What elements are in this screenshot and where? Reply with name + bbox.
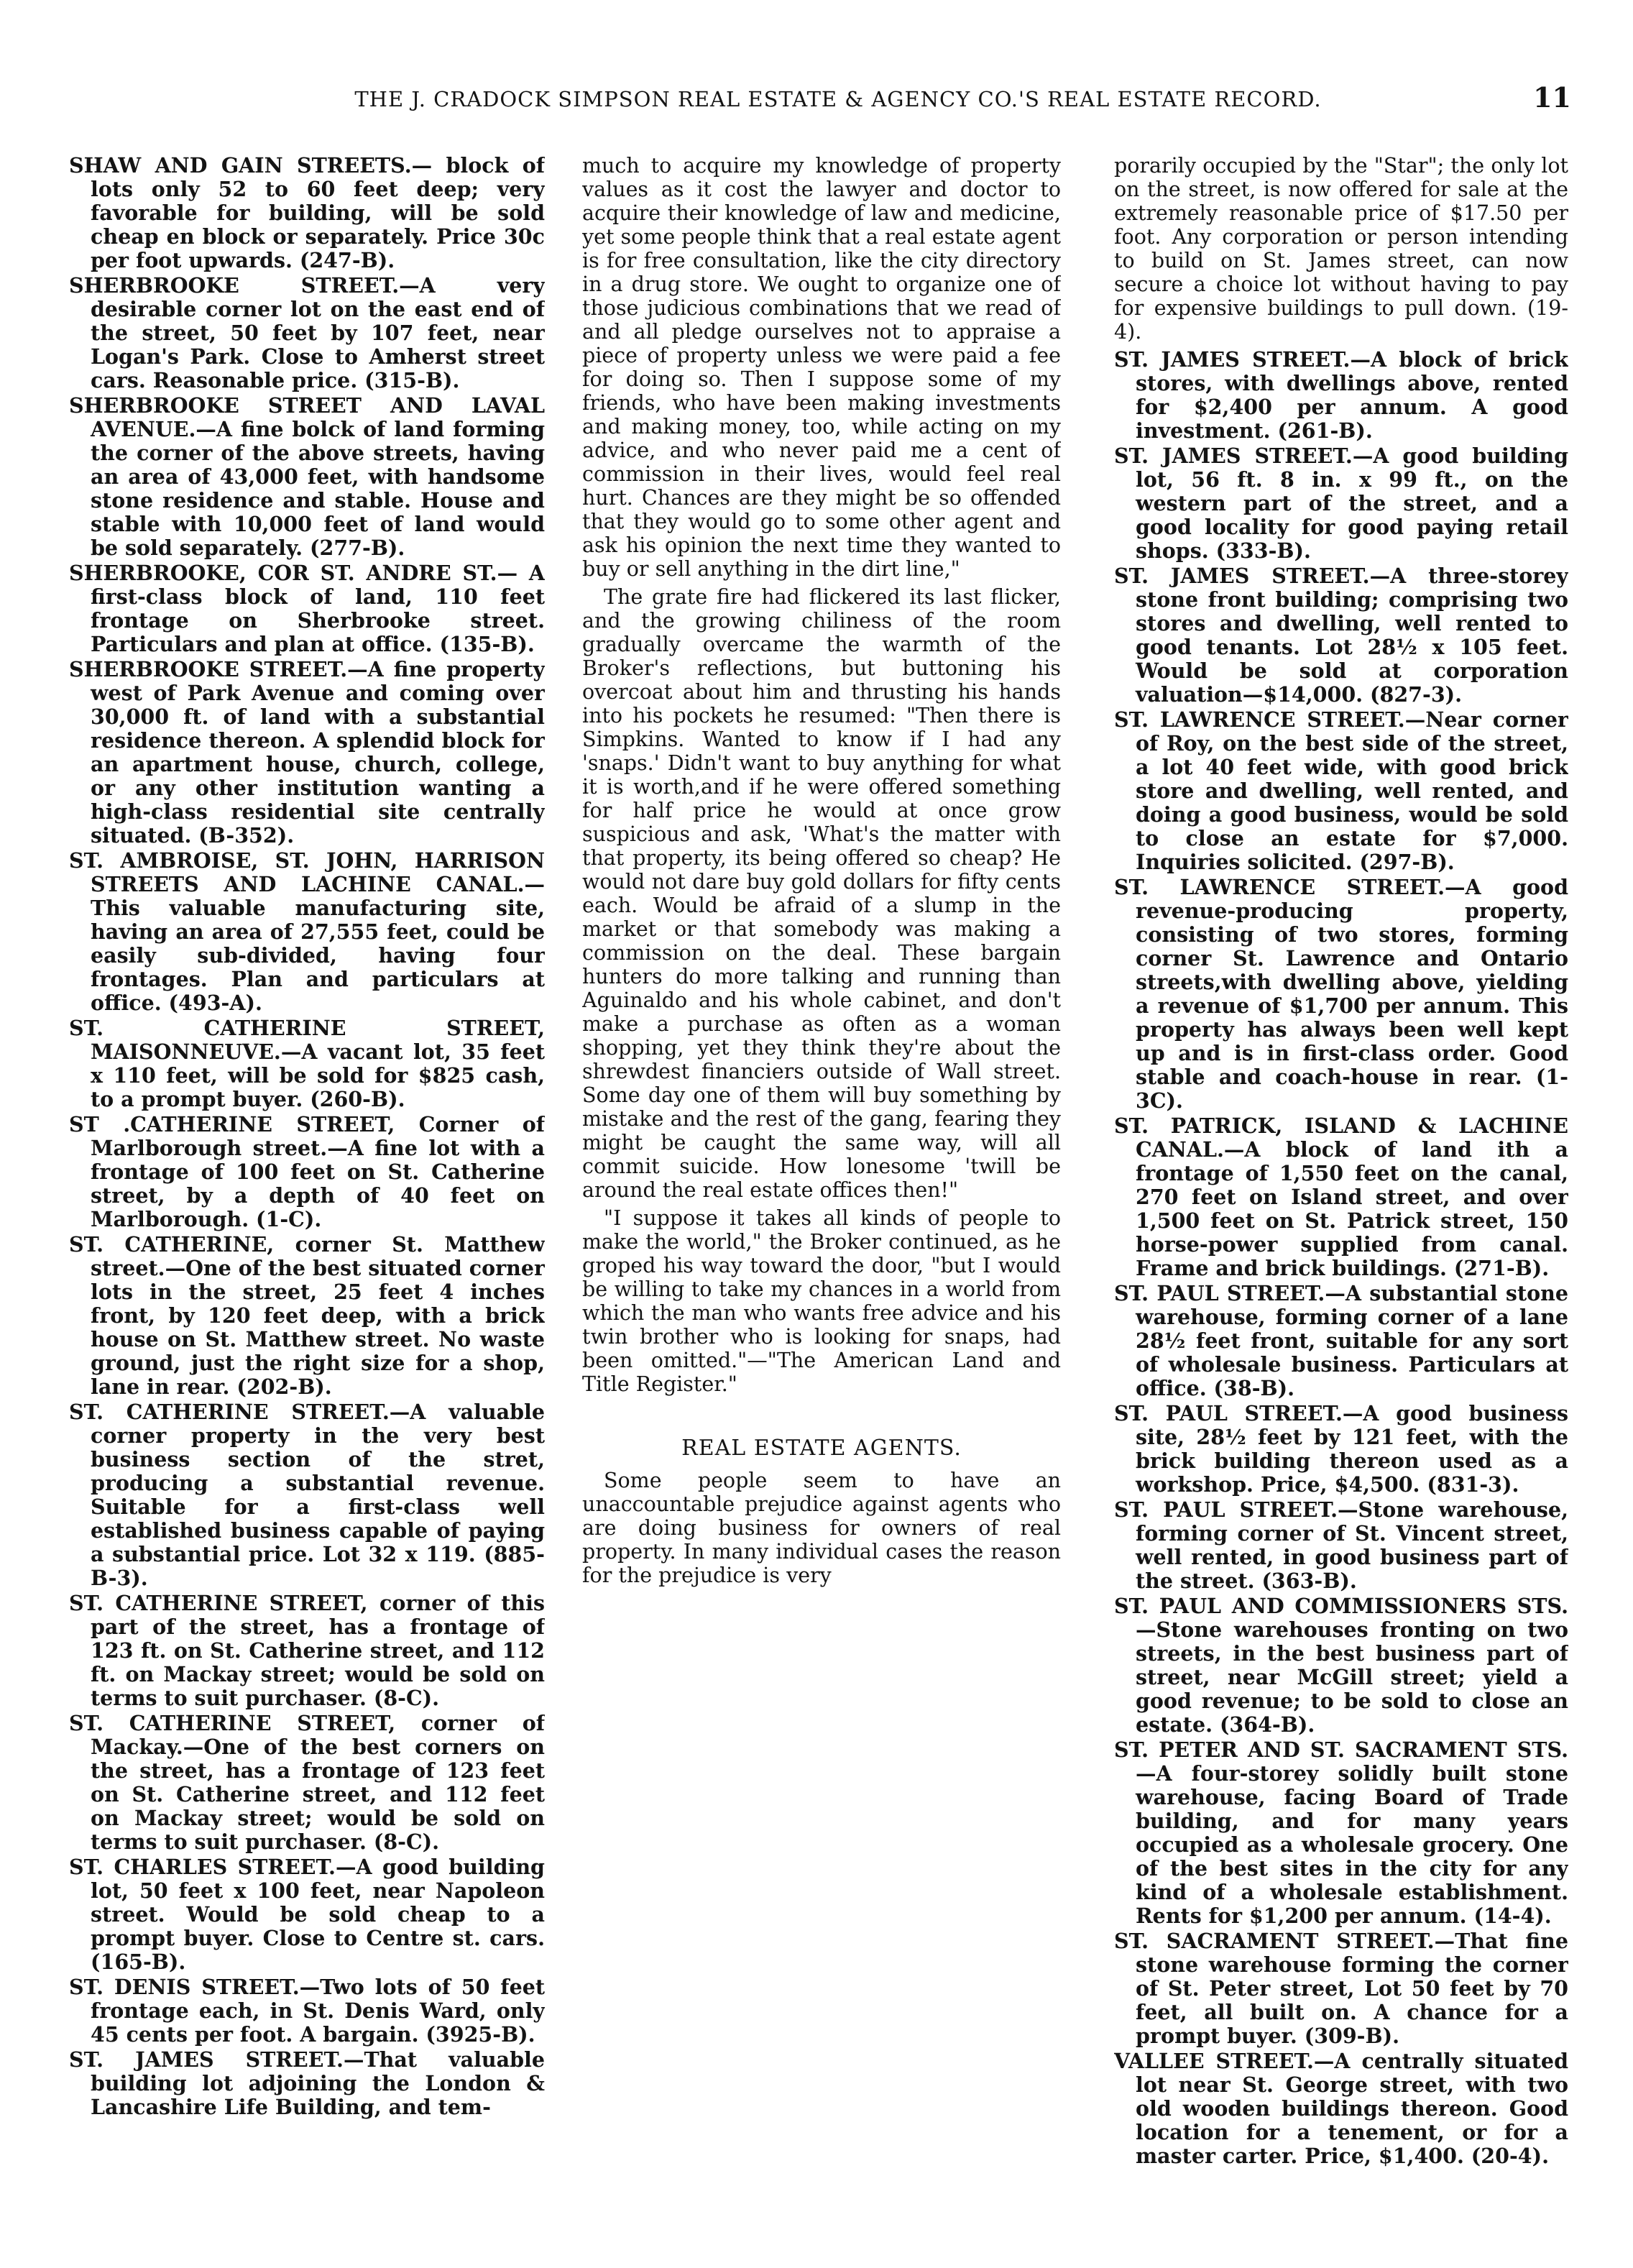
listing-entry: ST. LAWRENCE STREET.—A good revenue-producing property, consisting of two stores, forming corner St. Lawrence and Ontario streets,with dwelling above, yielding a revenue of $1,700 per annum. This property has always been well kept up and is in first-class order. Good stable and coach-house in rear. (1-3C). [1114,875,1568,1113]
listing-entry: ST. PAUL STREET.—A substantial stone warehouse, forming corner of a lane 28½ feet front, suitable for any sort of wholesale business. Particulars at office. (38-B). [1114,1281,1568,1400]
listing-entry: ST. JAMES STREET.—A three-storey stone front building; comprising two stores and dwelling, well rented to good tenants. Lot 28½ x 105 feet. Would be sold at corporation valuation—$14,000. (827-3). [1114,564,1568,707]
listing-entry: ST. JAMES STREET.—That valuable building lot adjoining the London & Lancashire Life Building, and tem- [69,2047,545,2119]
article-paragraph: Some people seem to have an unaccountable prejudice against agents who are doing business for owners of real property. In many individual cases the reason for the prejudice is very [582,1469,1061,1587]
listing-entry: ST. CHARLES STREET.—A good building lot, 50 feet x 100 feet, near Napoleon street. Would be sold cheap to a prompt buyer. Close to Centre st. cars. (165-B). [69,1855,545,1974]
listing-entry: ST. SACRAMENT STREET.—That fine stone warehouse forming the corner of St. Peter street, Lot 50 feet by 70 feet, all built on. A chance for a prompt buyer. (309-B). [1114,1929,1568,2048]
page-header [69,81,1571,128]
listing-entry: ST. PETER AND ST. SACRAMENT STS.—A four-storey solidly built stone warehouse, facing Board of Trade building, and for many years occupied as a wholesale grocery. One of the best sites in the city for any kind of a wholesale establishment. Rents for $1,200 per annum. (14-4). [1114,1737,1568,1928]
listing-entry: ST. LAWRENCE STREET.—Near corner of Roy, on the best side of the street, a lot 40 feet wide, with good brick store and dwelling, well rented, and doing a good business, would be sold to close an estate for $7,000. Inquiries solicited. (297-B). [1114,707,1568,874]
listing-entry: ST. PAUL STREET.—A good business site, 28½ feet by 121 feet, with the brick building thereon used as a workshop. Price, $4,500. (831-3). [1114,1401,1568,1497]
listing-entry: ST. CATHERINE, corner St. Matthew street.—One of the best situated corner lots in the street, 25 feet 4 inches front, by 120 feet deep, with a brick house on St. Matthew street. No waste ground, just the right size for a shop, lane in rear. (202-B). [69,1232,545,1399]
listing-entry: SHERBROOKE STREET.—A fine property west of Park Avenue and coming over 30,000 ft. of land with a substantial residence thereon. A splendid block for an apartment house, church, college, or any other institution wanting a high-class residential site centrally situated. (B-352). [69,657,545,848]
section-heading: REAL ESTATE AGENTS. [681,1436,962,1461]
listing-entry: ST .CATHERINE STREET, Corner of Marlborough street.—A fine lot with a frontage of 100 feet on St. Catherine street, by a depth of 40 feet on Marlborough. (1-C). [69,1112,545,1231]
listing-entry: ST. CATHERINE STREET.—A valuable corner property in the very best business section of the stret, producing a substantial revenue. Suitable for a first-class well established business capable of paying a substantial price. Lot 32 x 119. (885-B-3). [69,1400,545,1590]
listing-entry: ST. AMBROISE, ST. JOHN, HARRISON STREETS AND LACHINE CANAL.— This valuable manufacturing site, having an area of 27,555 feet, could be easily sub-divided, having four frontages. Plan and particulars at office. (493-A). [69,848,545,1015]
article-paragraph: The grate fire had flickered its last flicker, and the growing chiliness of the room gradually overcame the warmth of the Broker's reflections, but buttoning his overcoat about him and thrusting his hands into his pockets he resumed: "Then there is Simpkins. Wanted to know if I had any 'snaps.' Didn't want to buy anything for what it is worth,and if he were offered something for half price he would at once grow suspicious and ask, 'What's the matter with that property, its being offered so cheap? He would not dare buy gold dollars for fifty cents each. Would be afraid of a slump in the market or that somebody was making a commission on the deal. These bargain hunters do more talking and running than Aguinaldo and his whole cabinet, and don't make a purchase as often as a woman shopping, yet they think they're about the shrewdest financiers outside of Wall street. Some day one of them will buy something by mistake and the rest of the gang, fearing they might be caught the same way, will all commit suicide. How lonesome 'twill be around the real estate offices then!" [582,585,1061,1202]
listing-entry: SHERBROOKE STREET AND LAVAL AVENUE.—A fine bolck of land forming the corner of the above streets, having an area of 43,000 feet, with handsome stone residence and stable. House and stable with 10,000 feet of land would be sold separately. (277-B). [69,393,545,560]
listing-entry: ST. PATRICK, ISLAND & LACHINE CANAL.—A block of land ith a frontage of 1,550 feet on the canal, 270 feet on Island street, and over 1,500 feet on St. Patrick street, 150 horse-power supplied from canal. Frame and brick buildings. (271-B). [1114,1114,1568,1280]
article-paragraph: "I suppose it takes all kinds of people to make the world," the Broker continued, as he groped his way toward the door, "but I would be willing to take my chances in a world from which the man who wants free advice and his twin brother who is looking for snaps, had been omitted."—"The American Land and Title Register." [582,1206,1061,1396]
article-paragraph: much to acquire my knowledge of property values as it cost the lawyer and doctor to acquire their knowledge of law and medicine, yet some people think that a real estate agent is for free consultation, like the city directory in a drug store. We ought to organize one of those judicious combinations that we read of and all pledge ourselves not to appraise a piece of property unless we were paid a fee for doing so. Then I suppose some of my friends, who have been making investments and making money, too, while acting on my advice, and who never paid me a cent of commission in their lives, would feel real hurt. Chances are they might be so offended that they would go to some other agent and ask his opinion the next time they wanted to buy or sell anything in the dirt line," [582,154,1061,581]
listing-entry: ST. JAMES STREET.—A block of brick stores, with dwellings above, rented for $2,400 per annum. A good investment. (261-B). [1114,347,1568,443]
column-middle [582,154,1061,2239]
column-left [69,154,545,2239]
listing-entry: ST. DENIS STREET.—Two lots of 50 feet frontage each, in St. Denis Ward, only 45 cents per foot. A bargain. (3925-B). [69,1975,545,2047]
listing-entry: VALLEE STREET.—A centrally situated lot near St. George street, with two old wooden buildings thereon. Good location for a tenement, or for a master carter. Price, $1,400. (20-4). [1114,2049,1568,2168]
listing-entry: ST. CATHERINE STREET, MAISONNEUVE.—A vacant lot, 35 feet x 110 feet, will be sold for $825 cash, to a prompt buyer. (260-B). [69,1016,545,1111]
column-right [1114,154,1568,2239]
listing-entry: ST. CATHERINE STREET, corner of Mackay.—One of the best corners on the street, has a frontage of 123 feet on St. Catherine street, and 112 feet on Mackay street; would be sold on terms to suit purchaser. (8-C). [69,1711,545,1854]
listing-entry: ST. PAUL AND COMMISSIONERS STS. —Stone warehouses fronting on two streets, in the best business part of street, near McGill street; yield a good revenue; to be sold to close an estate. (364-B). [1114,1594,1568,1737]
continued-listing: porarily occupied by the "Star"; the only lot on the street, is now offered for sale at the extremely reasonable price of $17.50 per foot. Any corporation or person intending to build on St. James street, can now secure a choice lot without having to pay for expensive buildings to pull down. (19-4). [1114,154,1568,344]
listing-entry: ST. PAUL STREET.—Stone warehouse, forming corner of St. Vincent street, well rented, in good business part of the street. (363-B). [1114,1497,1568,1593]
listing-entry: SHERBROOKE, COR ST. ANDRE ST.— A first-class block of land, 110 feet frontage on Sherbrooke street. Particulars and plan at office. (135-B). [69,561,545,656]
running-title: THE J. CRADOCK SIMPSON REAL ESTATE & AGENCY CO.'S REAL ESTATE RECORD. [354,87,1322,111]
listing-entry: ST. JAMES STREET.—A good building lot, 56 ft. 8 in. x 99 ft., on the western part of the street, and a good locality for good paying retail shops. (333-B). [1114,444,1568,563]
listing-entry: SHAW AND GAIN STREETS.— block of lots only 52 to 60 feet deep; very favorable for building, will be sold cheap en block or separately. Price 30c per foot upwards. (247-B). [69,154,545,272]
listing-entry: ST. CATHERINE STREET, corner of this part of the street, has a frontage of 123 ft. on St. Catherine street, and 112 ft. on Mackay street; would be sold on terms to suit purchaser. (8-C). [69,1591,545,1710]
listing-entry: SHERBROOKE STREET.—A very desirable corner lot on the east end of the street, 50 feet by 107 feet, near Logan's Park. Close to Amherst street cars. Reasonable price. (315-B). [69,273,545,392]
page-number: 11 [1533,81,1571,114]
